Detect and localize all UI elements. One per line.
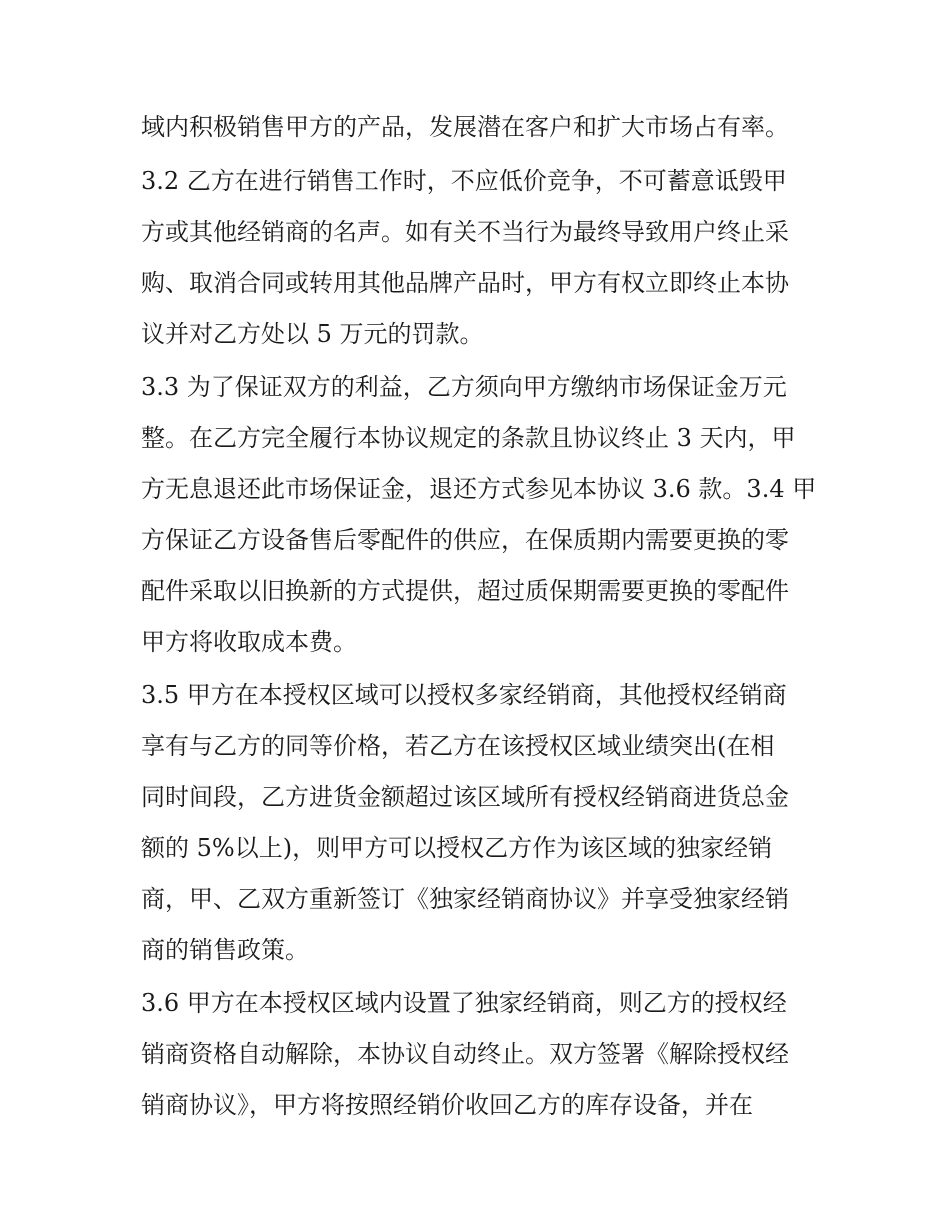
text-line: 议并对乙方处以 5 万元的罚款。 xyxy=(141,320,484,348)
text-line: 整。在乙方完全履行本协议规定的条款且协议终止 3 天内，甲 xyxy=(141,424,796,452)
text-line: 方或其他经销商的名声。如有关不当行为最终导致用户终止采 xyxy=(141,218,789,246)
text-line: 甲方将收取成本费。 xyxy=(141,628,357,656)
text-line: 3.6 甲方在本授权区域内设置了独家经销商，则乙方的授权经 xyxy=(141,989,787,1017)
text-line: 方保证乙方设备售后零配件的供应，在保质期内需要更换的零 xyxy=(141,526,789,554)
text-line: 3.3 为了保证双方的利益，乙方须向甲方缴纳市场保证金万元 xyxy=(141,373,787,401)
text-line: 域内积极销售甲方的产品，发展潜在客户和扩大市场占有率。 xyxy=(141,113,789,141)
text-line: 享有与乙方的同等价格，若乙方在该授权区域业绩突出(在相 xyxy=(141,732,775,760)
text-line: 同时间段，乙方进货金额超过该区域所有授权经销商进货总金 xyxy=(141,783,789,811)
text-line: 商的销售政策。 xyxy=(141,936,309,964)
text-line: 配件采取以旧换新的方式提供，超过质保期需要更换的零配件 xyxy=(141,577,789,605)
text-line: 3.2 乙方在进行销售工作时，不应低价竞争，不可蓄意诋毁甲 xyxy=(141,167,787,195)
text-line: 方无息退还此市场保证金，退还方式参见本协议 3.6 款。3.4 甲 xyxy=(141,475,817,503)
text-line: 额的 5%以上)，则甲方可以授权乙方作为该区域的独家经销 xyxy=(141,834,773,862)
text-line: 商，甲、乙双方重新签订《独家经销商协议》并享受独家经销 xyxy=(141,885,789,913)
text-line: 3.5 甲方在本授权区域可以授权多家经销商，其他授权经销商 xyxy=(141,681,787,709)
text-line: 销商协议》，甲方将按照经销价收回乙方的库存设备，并在 xyxy=(141,1091,753,1119)
text-line: 销商资格自动解除，本协议自动终止。双方签署《解除授权经 xyxy=(141,1040,789,1068)
text-line: 购、取消合同或转用其他品牌产品时，甲方有权立即终止本协 xyxy=(141,269,789,297)
